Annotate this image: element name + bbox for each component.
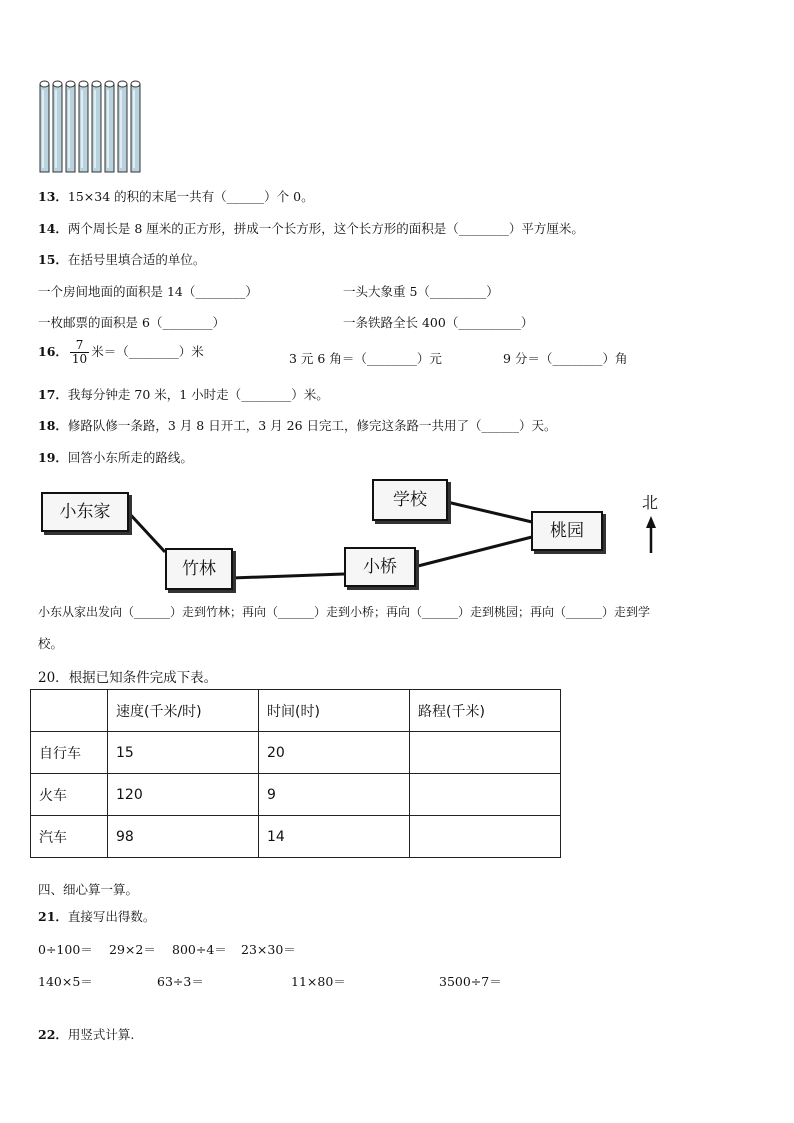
table-header-cell: 路程(千米)	[410, 690, 561, 732]
question-17	[38, 385, 329, 403]
q14-text-after: ）平方厘米。	[508, 221, 584, 236]
section-4-heading: 四、细心算一算。	[38, 882, 139, 897]
q15-item-text: 一枚邮票的面积是 6（	[38, 315, 163, 330]
q17-number: 17．	[38, 387, 68, 402]
q19-answer-line2: 校。	[38, 636, 64, 651]
q17-blank[interactable]: ________	[241, 387, 292, 402]
q15-item-blank[interactable]: __________	[458, 315, 521, 330]
q15-item-text: 一个房间地面的面积是 14（	[38, 284, 196, 299]
q15-item-blank[interactable]: ________	[162, 315, 213, 330]
q16-fraction	[70, 339, 89, 366]
question-20	[38, 666, 217, 686]
q21-item[interactable]: 140×5＝	[38, 974, 93, 989]
q22-prompt: 用竖式计算.	[67, 1027, 135, 1042]
question-14	[38, 219, 584, 237]
map-label-peach-garden: 桃园	[531, 511, 603, 551]
counting-tubes-image	[38, 76, 150, 174]
q16-part1-end: ）米	[178, 344, 204, 359]
q18-text-after: ）天。	[519, 418, 557, 433]
q15-item-close: ）	[520, 315, 534, 330]
table-row	[31, 816, 561, 858]
q16-frac-numerator: 7	[70, 339, 89, 353]
table-cell: 9	[259, 774, 410, 816]
question-13	[38, 187, 314, 205]
q14-number: 14．	[38, 221, 68, 236]
q14-text-before: 两个周长是 8 厘米的正方形，拼成一个长方形，这个长方形的面积是（	[67, 221, 459, 236]
question-18	[38, 416, 557, 434]
q20-prompt: 根据已知条件完成下表。	[68, 670, 218, 686]
map-label-bridge: 小桥	[344, 547, 416, 587]
q16-part1-blank[interactable]: ________	[128, 344, 179, 359]
q21-item[interactable]: 800÷4＝	[172, 942, 227, 957]
q16-part2-blank[interactable]: ________	[366, 351, 417, 366]
q15-item-close: ）	[245, 284, 258, 299]
q16-part1-text: 米＝（	[91, 344, 129, 359]
q16-part3-blank[interactable]: ________	[552, 351, 603, 366]
q16-part3	[503, 349, 627, 367]
q15-item-stamp	[38, 313, 225, 331]
q13-text-before: 15×34 的积的末尾一共有（	[67, 189, 227, 204]
q19-prompt: 回答小东所走的路线。	[67, 450, 193, 465]
map-label-bamboo: 竹林	[165, 548, 233, 590]
q17-text-before: 我每分钟走 70 米，1 小时走（	[67, 387, 242, 402]
q21-item[interactable]: 11×80＝	[291, 974, 346, 989]
q14-blank[interactable]: ________	[458, 221, 509, 236]
table-cell: 14	[259, 816, 410, 858]
table-row	[31, 774, 561, 816]
q21-item[interactable]: 29×2＝	[109, 942, 156, 957]
q13-blank[interactable]: ______	[226, 189, 265, 204]
q15-item-elephant	[343, 282, 499, 300]
q16-part2-end: ）元	[416, 351, 442, 366]
table-cell: 自行车	[31, 732, 108, 774]
q15-item-room	[38, 282, 258, 300]
table-cell: 15	[108, 732, 259, 774]
q22-number: 22．	[38, 1027, 68, 1042]
q13-number: 13．	[38, 189, 68, 204]
q21-item[interactable]: 0÷100＝	[38, 942, 93, 957]
q16-part2-text: 3 元 6 角＝（	[289, 351, 367, 366]
q15-item-close: ）	[212, 315, 225, 330]
q19-number: 19．	[38, 450, 68, 465]
speed-time-distance-table	[30, 689, 561, 858]
table-cell: 火车	[31, 774, 108, 816]
q17-text-after: ）米。	[291, 387, 329, 402]
north-arrow	[646, 516, 656, 553]
table-row	[31, 732, 561, 774]
q15-item-text: 一头大象重 5（	[343, 284, 430, 299]
table-cell-answer[interactable]	[410, 732, 561, 774]
q15-number: 15．	[38, 252, 68, 267]
north-label: 北	[642, 493, 659, 512]
table-header-cell	[31, 690, 108, 732]
question-15	[38, 250, 205, 268]
table-cell: 98	[108, 816, 259, 858]
table-cell: 20	[259, 732, 410, 774]
q18-blank[interactable]: ______	[481, 418, 520, 433]
q16-part2	[289, 349, 442, 367]
q15-item-railway	[343, 313, 533, 331]
q18-number: 18．	[38, 418, 68, 433]
q16-number: 16．	[38, 344, 68, 359]
question-16	[38, 339, 204, 366]
q19-answer-line1[interactable]: 小东从家出发向（______）走到竹林；再向（______）走到小桥；再向（______）走到桃园；再向（______）走到学	[38, 605, 651, 619]
map-label-home: 小东家	[41, 492, 129, 532]
table-header-cell: 速度(千米/时)	[108, 690, 259, 732]
table-cell-answer[interactable]	[410, 774, 561, 816]
q20-number: 20．	[38, 670, 69, 686]
q21-item[interactable]: 3500÷7＝	[439, 974, 502, 989]
map-label-school: 学校	[372, 479, 448, 521]
q13-text-after: ）个 0。	[264, 189, 314, 204]
table-cell: 汽车	[31, 816, 108, 858]
q21-item[interactable]: 23×30＝	[241, 942, 296, 957]
q15-item-blank[interactable]: ________	[195, 284, 246, 299]
question-22	[38, 1025, 134, 1043]
q15-item-blank[interactable]: _________	[429, 284, 487, 299]
q15-item-close: ）	[486, 284, 499, 299]
table-header-row	[31, 690, 561, 732]
q21-number: 21．	[38, 909, 68, 924]
q16-frac-denominator: 10	[71, 352, 88, 366]
q18-text-before: 修路队修一条路，3 月 8 日开工，3 月 26 日完工，修完这条路一共用了（	[67, 418, 482, 433]
q15-prompt: 在括号里填合适的单位。	[67, 252, 206, 267]
q16-part3-end: ）角	[602, 351, 628, 366]
question-21	[38, 907, 155, 925]
table-header-cell: 时间(时)	[259, 690, 410, 732]
question-19	[38, 448, 193, 466]
q16-part3-text: 9 分＝（	[503, 351, 553, 366]
q21-item[interactable]: 63÷3＝	[157, 974, 204, 989]
q21-prompt: 直接写出得数。	[67, 909, 156, 924]
table-cell-answer[interactable]	[410, 816, 561, 858]
table-cell: 120	[108, 774, 259, 816]
q15-item-text: 一条铁路全长 400（	[343, 315, 459, 330]
